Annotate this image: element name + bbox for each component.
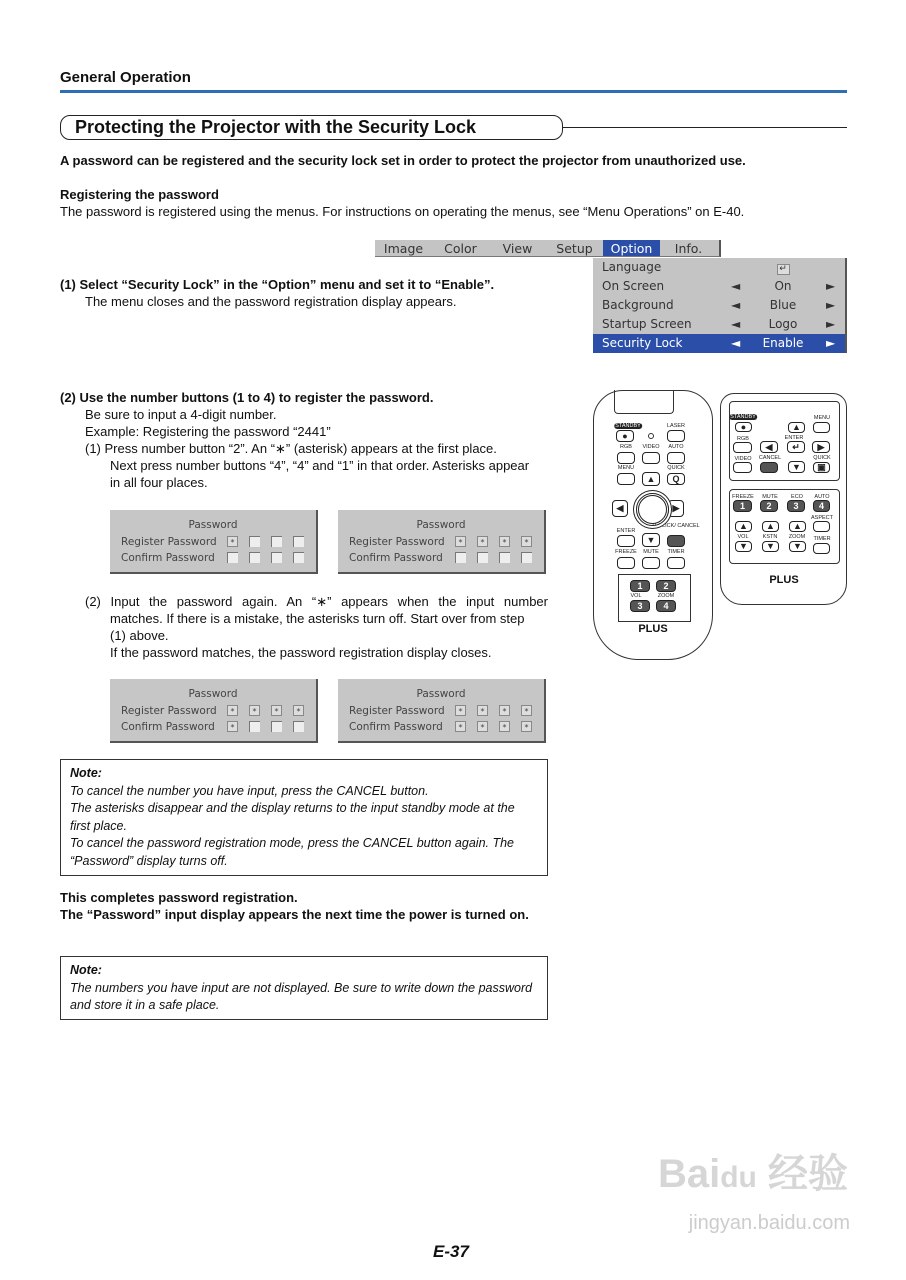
completion-line: The “Password” input display appears the next time the power is turned on. <box>60 907 529 922</box>
remote-label: STANDBY <box>615 423 641 429</box>
left-button[interactable]: ◀ <box>760 441 778 453</box>
quick-button[interactable]: Q <box>667 473 685 485</box>
remote-label: FREEZE <box>615 549 637 555</box>
substep2-line: matches. If there is a mistake, the asterisks turn off. Start over from step <box>110 611 525 626</box>
empty-box <box>249 721 260 732</box>
register-password-row <box>338 703 544 719</box>
title-rule <box>562 127 847 128</box>
step1-title: (1) Select “Security Lock” in the “Option” menu and set it to “Enable”. <box>60 277 495 292</box>
menu-row-label: Startup Screen <box>602 317 692 331</box>
left-arrow-icon: ◄ <box>731 279 741 293</box>
substep2-line: (1) above. <box>110 628 169 643</box>
step2-line: Be sure to input a 4-digit number. <box>85 407 277 422</box>
empty-box <box>455 552 466 563</box>
remote-label: KSTN <box>762 534 778 540</box>
enter-button[interactable] <box>617 535 635 547</box>
confirm-password-row <box>110 719 316 735</box>
keystone-up-button[interactable]: ▲ <box>762 521 779 532</box>
asterisk-box: * <box>499 705 510 716</box>
remote-label: ASPECT <box>810 515 834 521</box>
remote-label: CANCEL <box>758 455 782 461</box>
header-rule <box>60 90 847 93</box>
asterisk-box: * <box>477 705 488 716</box>
menu-row-label: Language <box>602 260 662 274</box>
register-password-label: Register Password <box>349 705 445 717</box>
number-button-2[interactable]: 2 <box>656 580 676 592</box>
remote-label: VOL <box>630 593 642 599</box>
asterisk-box: * <box>271 705 282 716</box>
completion-line: This completes password registration. <box>60 890 298 905</box>
menu-row-startup-screen[interactable] <box>593 315 845 334</box>
brand-logo: PLUS <box>769 574 799 586</box>
asterisk-box: * <box>293 705 304 716</box>
page-number: E-37 <box>433 1242 469 1261</box>
right-arrow-icon: ► <box>826 336 836 350</box>
keystone-down-button[interactable]: ▼ <box>762 541 779 552</box>
remote-label: STANDBY <box>730 414 756 420</box>
left-arrow-icon: ◄ <box>731 298 741 312</box>
note-title: Note: <box>70 766 102 780</box>
substep2-line: (2) Input the password again. An “∗” appears when the input number <box>85 594 548 609</box>
register-password-row <box>110 703 316 719</box>
empty-box <box>271 552 282 563</box>
confirm-password-label: Confirm Password <box>349 552 443 564</box>
substep1-line: (1) Press number button “2”. An “∗” (asterisk) appears at the first place. <box>85 441 497 456</box>
password-display-1 <box>110 510 318 574</box>
empty-box <box>227 552 238 563</box>
menu-tab-image[interactable]: Image <box>383 241 424 256</box>
menu-tab-option[interactable]: Option <box>603 240 660 256</box>
left-button[interactable]: ◀ <box>612 500 628 517</box>
note-line: The asterisks disappear and the display returns to the input standby mode at the first place. <box>70 801 515 833</box>
empty-box <box>271 536 282 547</box>
asterisk-box: * <box>249 705 260 716</box>
remote-label: QUICK <box>667 465 685 471</box>
remote-label: VOL <box>737 534 749 540</box>
remote-label: RGB <box>620 444 632 450</box>
empty-box <box>293 552 304 563</box>
section-header: General Operation <box>60 69 191 86</box>
password-title: Password <box>188 519 238 531</box>
asterisk-box: * <box>455 536 466 547</box>
empty-box <box>271 721 282 732</box>
number-button-3[interactable]: 3 <box>630 600 650 612</box>
asterisk-box: * <box>455 705 466 716</box>
empty-box <box>249 536 260 547</box>
remote-label: MUTE <box>643 549 659 555</box>
freeze-button[interactable] <box>617 557 635 569</box>
left-arrow-icon: ◄ <box>731 336 741 350</box>
remote-label: AUTO <box>668 444 684 450</box>
option-menu-panel <box>593 258 847 353</box>
remote-label: MENU <box>617 465 635 471</box>
password-title: Password <box>188 688 238 700</box>
menu-row-language[interactable] <box>593 258 845 277</box>
empty-box <box>249 552 260 563</box>
asterisk-box: * <box>521 705 532 716</box>
standby-button[interactable]: ● <box>735 422 752 432</box>
asterisk-box: * <box>477 536 488 547</box>
asterisk-box: * <box>227 721 238 732</box>
remote-label: ENTER <box>616 528 636 534</box>
watermark-url: jingyan.baidu.com <box>688 1212 850 1234</box>
top-button-panel <box>729 401 840 481</box>
confirm-password-row <box>338 550 544 566</box>
note-title: Note: <box>70 963 102 977</box>
asterisk-box: * <box>227 536 238 547</box>
confirm-password-label: Confirm Password <box>121 721 215 733</box>
step2-line: Example: Registering the password “2441” <box>85 424 331 439</box>
center-click-button[interactable] <box>636 493 669 526</box>
asterisk-box: * <box>227 705 238 716</box>
remote-label: VIDEO <box>734 456 752 462</box>
register-password-label: Register Password <box>349 536 445 548</box>
asterisk-box: * <box>521 536 532 547</box>
remote-label: TIMER <box>667 549 685 555</box>
right-button[interactable]: ▶ <box>668 500 684 517</box>
number-button-4[interactable]: 4 <box>656 600 676 612</box>
asterisk-box: * <box>455 721 466 732</box>
remote-label: R-CLICK/ CANCEL <box>652 523 700 529</box>
remote-label: QUICK <box>813 455 831 461</box>
number-button-3[interactable]: 3 <box>787 500 805 512</box>
menu-row-label: Security Lock <box>602 336 683 350</box>
right-arrow-icon: ► <box>826 298 836 312</box>
remote-label: MUTE <box>762 494 778 500</box>
remote-label: ZOOM <box>788 534 806 540</box>
vol-up-button[interactable]: ▲ <box>735 521 752 532</box>
mute-button[interactable] <box>642 557 660 569</box>
indicator-led <box>648 433 654 439</box>
quick-button[interactable]: ▣ <box>813 462 830 473</box>
menu-tab-setup[interactable]: Setup <box>556 241 593 256</box>
right-arrow-icon: ► <box>826 279 836 293</box>
remote-label: RGB <box>737 436 749 442</box>
password-title: Password <box>416 519 466 531</box>
up-button[interactable]: ▲ <box>788 422 805 433</box>
asterisk-box: * <box>477 721 488 732</box>
empty-box <box>293 536 304 547</box>
number-button-4[interactable]: 4 <box>813 500 830 512</box>
remote-label: LASER <box>666 423 686 429</box>
register-password-row <box>338 534 544 550</box>
confirm-password-row <box>338 719 544 735</box>
password-display-4 <box>338 679 546 743</box>
right-button[interactable]: ▶ <box>812 441 830 453</box>
note-box-2 <box>60 956 548 1020</box>
up-button[interactable]: ▲ <box>642 472 660 486</box>
substep1-line: in all four places. <box>110 475 208 490</box>
menu-row-value: Blue <box>769 298 797 312</box>
remote-emitter <box>614 390 674 414</box>
menu-row-label: Background <box>602 298 674 312</box>
confirm-password-row <box>110 550 316 566</box>
note-line: To cancel the password registration mode, press the CANCEL button again. The “Password” display turns off. <box>70 836 515 868</box>
page-title: Protecting the Projector with the Security Lock <box>60 115 563 140</box>
timer-button[interactable] <box>667 557 685 569</box>
number-button-2[interactable]: 2 <box>760 500 778 512</box>
menu-row-on-screen[interactable] <box>593 277 845 296</box>
video-button[interactable] <box>642 452 660 464</box>
auto-button[interactable] <box>667 452 685 464</box>
registering-text: The password is registered using the menus. For instructions on operating the menus, see “Menu Operations” on E-40. <box>60 204 745 219</box>
confirm-password-label: Confirm Password <box>121 552 215 564</box>
enter-button[interactable]: ↵ <box>787 441 805 453</box>
down-button[interactable]: ▼ <box>788 461 805 473</box>
remote-label: VIDEO <box>642 444 660 450</box>
substep1-line: Next press number buttons “4”, “4” and “1” in that order. Asterisks appear <box>110 458 530 473</box>
register-password-label: Register Password <box>121 536 217 548</box>
password-display-3 <box>110 679 318 743</box>
empty-box <box>477 552 488 563</box>
remote-label: TIMER <box>813 536 831 542</box>
menu-bar <box>375 240 721 257</box>
remote-label: ECO <box>791 494 803 500</box>
watermark-logo: Baidu 经验 <box>657 1152 848 1196</box>
note-line: To cancel the number you have input, press the CANCEL button. <box>70 783 429 798</box>
remote-label: MENU <box>813 415 831 421</box>
right-arrow-icon: ► <box>826 317 836 331</box>
menu-row-value: Enable <box>762 336 804 350</box>
zoom-up-button[interactable]: ▲ <box>789 521 806 532</box>
empty-box <box>521 552 532 563</box>
down-button[interactable]: ▼ <box>642 533 660 547</box>
menu-row-background[interactable] <box>593 296 845 315</box>
empty-box <box>293 721 304 732</box>
note-line: The numbers you have input are not displayed. Be sure to write down the password and store it in a safe place. <box>70 980 533 1012</box>
r-click-cancel-button[interactable] <box>667 535 685 547</box>
rgb-button[interactable] <box>617 452 635 464</box>
remote-label: FREEZE <box>732 494 754 500</box>
laser-button[interactable] <box>667 430 685 442</box>
bottom-button-panel <box>729 489 840 564</box>
remote-control-right <box>720 393 847 605</box>
step1-text: The menu closes and the password registration display appears. <box>85 294 457 309</box>
confirm-password-label: Confirm Password <box>349 721 443 733</box>
menu-row-value: Logo <box>768 317 798 331</box>
number-button-1[interactable]: 1 <box>630 580 650 592</box>
password-display-2 <box>338 510 546 574</box>
zoom-down-button[interactable]: ▼ <box>789 541 806 552</box>
asterisk-box: * <box>521 721 532 732</box>
intro-text: A password can be registered and the security lock set in order to protect the projector from unauthorized use. <box>60 153 746 168</box>
remote-label: ZOOM <box>657 593 675 599</box>
menu-row-value: On <box>774 279 792 293</box>
menu-row-label: On Screen <box>602 279 665 293</box>
number-button-1[interactable]: 1 <box>733 500 752 512</box>
menu-tab-color[interactable]: Color <box>444 241 477 256</box>
register-password-row <box>110 534 316 550</box>
enter-icon: ↵ <box>777 264 790 275</box>
registering-heading: Registering the password <box>60 187 219 202</box>
register-password-label: Register Password <box>121 705 217 717</box>
menu-tab-view[interactable]: View <box>502 241 533 256</box>
note-box-1 <box>60 759 548 876</box>
empty-box <box>499 552 510 563</box>
remote-label: AUTO <box>814 494 830 500</box>
password-title: Password <box>416 688 466 700</box>
menu-row-security-lock[interactable] <box>593 334 845 353</box>
number-pad-panel <box>618 574 691 622</box>
menu-button[interactable] <box>617 473 635 485</box>
brand-logo: PLUS <box>638 623 668 635</box>
left-arrow-icon: ◄ <box>731 317 741 331</box>
remote-label: ENTER <box>784 435 804 441</box>
substep2-line: If the password matches, the password registration display closes. <box>110 645 492 660</box>
step2-title: (2) Use the number buttons (1 to 4) to register the password. <box>60 390 434 405</box>
vol-down-button[interactable]: ▼ <box>735 541 752 552</box>
asterisk-box: * <box>499 721 510 732</box>
remote-control-left <box>593 390 713 660</box>
menu-tab-info[interactable]: Info. <box>674 241 703 256</box>
standby-button[interactable]: ● <box>616 430 634 442</box>
asterisk-box: * <box>499 536 510 547</box>
